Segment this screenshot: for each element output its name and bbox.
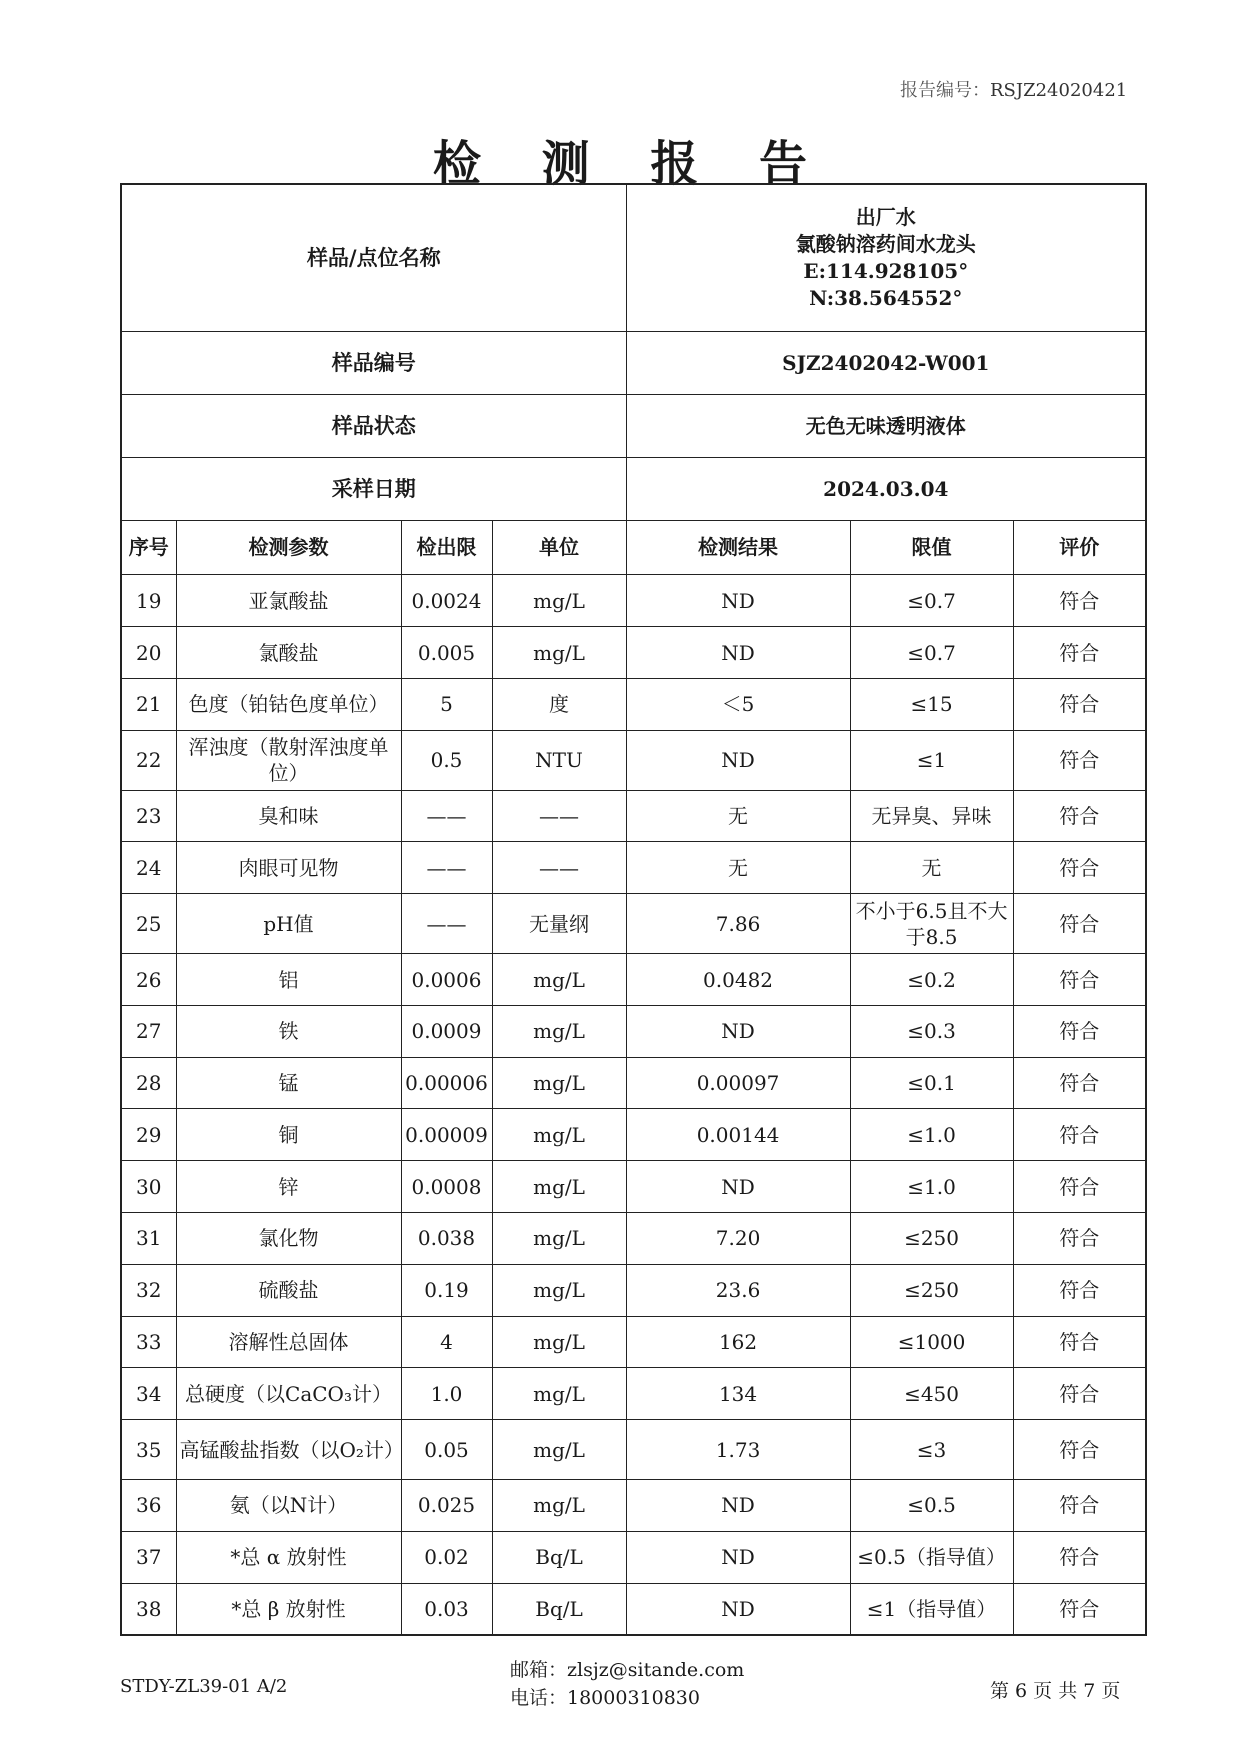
sample-state-row	[121, 394, 1146, 457]
cell-unit: ——	[492, 842, 626, 894]
table-row	[121, 1316, 1146, 1368]
sample-name-line: 出厂水	[855, 204, 916, 229]
cell-limit: 不小于6.5且不大于8.5	[850, 894, 1013, 954]
cell-limit: ≤0.3	[850, 1005, 1013, 1057]
cell-detection-limit: 0.00009	[401, 1109, 492, 1161]
cell-limit: ≤0.5（指导值）	[850, 1531, 1013, 1583]
cell-evaluation: 符合	[1013, 842, 1146, 894]
sampling-date-row	[121, 457, 1146, 520]
cell-param: 氯化物	[176, 1213, 401, 1265]
cell-result: ND	[626, 1161, 850, 1213]
cell-no: 26	[121, 954, 176, 1006]
cell-no: 32	[121, 1264, 176, 1316]
cell-limit: ≤250	[850, 1213, 1013, 1265]
cell-limit: ≤0.7	[850, 575, 1013, 627]
cell-unit: mg/L	[492, 627, 626, 679]
cell-detection-limit: 5	[401, 678, 492, 730]
cell-no: 38	[121, 1583, 176, 1635]
cell-detection-limit: 0.03	[401, 1583, 492, 1635]
cell-unit: mg/L	[492, 1057, 626, 1109]
table-row	[121, 790, 1146, 842]
sampling-date-label: 采样日期	[121, 457, 626, 520]
sample-state-label: 样品状态	[121, 394, 626, 457]
cell-param: 铁	[176, 1005, 401, 1057]
doc-code: STDY-ZL39-01 A/2	[120, 1676, 288, 1697]
cell-no: 19	[121, 575, 176, 627]
cell-evaluation: 符合	[1013, 575, 1146, 627]
cell-unit: mg/L	[492, 1420, 626, 1480]
cell-evaluation: 符合	[1013, 790, 1146, 842]
cell-no: 25	[121, 894, 176, 954]
cell-no: 36	[121, 1480, 176, 1532]
cell-no: 31	[121, 1213, 176, 1265]
cell-unit: mg/L	[492, 1213, 626, 1265]
cell-detection-limit: 1.0	[401, 1368, 492, 1420]
page-number: 第 6 页 共 7 页	[990, 1680, 1121, 1702]
cell-evaluation: 符合	[1013, 1368, 1146, 1420]
cell-limit: ≤1	[850, 730, 1013, 790]
cell-param: 浑浊度（散射浑浊度单位）	[176, 730, 401, 790]
cell-detection-limit: ——	[401, 790, 492, 842]
cell-param: *总 α 放射性	[176, 1531, 401, 1583]
cell-unit: mg/L	[492, 575, 626, 627]
table-row	[121, 1420, 1146, 1480]
sample-state-value: 无色无味透明液体	[626, 394, 1146, 457]
cell-result: ＜5	[626, 678, 850, 730]
cell-limit: ≤450	[850, 1368, 1013, 1420]
cell-result: 7.20	[626, 1213, 850, 1265]
cell-detection-limit: 0.0006	[401, 954, 492, 1006]
cell-detection-limit: 0.05	[401, 1420, 492, 1480]
table-row	[121, 894, 1146, 954]
table-row	[121, 1109, 1146, 1161]
col-header-param: 检测参数	[176, 520, 401, 575]
cell-param: 氯酸盐	[176, 627, 401, 679]
cell-no: 23	[121, 790, 176, 842]
cell-no: 24	[121, 842, 176, 894]
cell-param: 硫酸盐	[176, 1264, 401, 1316]
cell-unit: Bq/L	[492, 1531, 626, 1583]
table-row	[121, 678, 1146, 730]
cell-no: 22	[121, 730, 176, 790]
cell-param: 溶解性总固体	[176, 1316, 401, 1368]
table-row	[121, 575, 1146, 627]
table-row	[121, 1161, 1146, 1213]
cell-evaluation: 符合	[1013, 1531, 1146, 1583]
cell-detection-limit: 0.0008	[401, 1161, 492, 1213]
table-row	[121, 1480, 1146, 1532]
cell-result: 0.00144	[626, 1109, 850, 1161]
cell-result: 1.73	[626, 1420, 850, 1480]
cell-param: *总 β 放射性	[176, 1583, 401, 1635]
cell-param: 铜	[176, 1109, 401, 1161]
cell-limit: ≤0.7	[850, 627, 1013, 679]
sample-id-label: 样品编号	[121, 331, 626, 394]
table-row	[121, 1264, 1146, 1316]
cell-evaluation: 符合	[1013, 1420, 1146, 1480]
cell-unit: mg/L	[492, 1316, 626, 1368]
sample-id-row	[121, 331, 1146, 394]
table-row	[121, 1005, 1146, 1057]
cell-evaluation: 符合	[1013, 1480, 1146, 1532]
table-row	[121, 730, 1146, 790]
cell-limit: ≤1.0	[850, 1161, 1013, 1213]
cell-result: 无	[626, 842, 850, 894]
sampling-date-value: 2024.03.04	[626, 457, 1146, 520]
cell-param: 锰	[176, 1057, 401, 1109]
cell-param: 臭和味	[176, 790, 401, 842]
cell-evaluation: 符合	[1013, 627, 1146, 679]
cell-no: 33	[121, 1316, 176, 1368]
cell-detection-limit: 0.025	[401, 1480, 492, 1532]
table-row	[121, 1368, 1146, 1420]
cell-unit: mg/L	[492, 1264, 626, 1316]
cell-unit: Bq/L	[492, 1583, 626, 1635]
cell-detection-limit: 0.005	[401, 627, 492, 679]
col-header-unit: 单位	[492, 520, 626, 575]
cell-evaluation: 符合	[1013, 730, 1146, 790]
cell-result: 0.0482	[626, 954, 850, 1006]
table-row	[121, 1531, 1146, 1583]
cell-param: 氨（以N计）	[176, 1480, 401, 1532]
cell-param: 铝	[176, 954, 401, 1006]
cell-no: 27	[121, 1005, 176, 1057]
cell-unit: mg/L	[492, 954, 626, 1006]
cell-no: 37	[121, 1531, 176, 1583]
cell-result: 162	[626, 1316, 850, 1368]
cell-unit: mg/L	[492, 1005, 626, 1057]
cell-result: 无	[626, 790, 850, 842]
cell-unit: 度	[492, 678, 626, 730]
cell-unit: mg/L	[492, 1161, 626, 1213]
cell-no: 29	[121, 1109, 176, 1161]
cell-result: ND	[626, 1583, 850, 1635]
cell-detection-limit: 0.19	[401, 1264, 492, 1316]
cell-param: 总硬度（以CaCO₃计）	[176, 1368, 401, 1420]
report-number	[900, 76, 1127, 102]
report-number-value: RSJZ24020421	[990, 80, 1128, 101]
cell-param: 肉眼可见物	[176, 842, 401, 894]
table-row	[121, 842, 1146, 894]
cell-detection-limit: ——	[401, 894, 492, 954]
cell-result: ND	[626, 1480, 850, 1532]
sample-name-label: 样品/点位名称	[121, 184, 626, 331]
sample-id-value: SJZ2402042-W001	[626, 331, 1146, 394]
cell-result: ND	[626, 730, 850, 790]
cell-no: 34	[121, 1368, 176, 1420]
cell-no: 28	[121, 1057, 176, 1109]
cell-detection-limit: 4	[401, 1316, 492, 1368]
sample-name-line: E:114.928105°	[803, 258, 969, 283]
cell-detection-limit: 0.0024	[401, 575, 492, 627]
cell-result: ND	[626, 1005, 850, 1057]
cell-detection-limit: 0.00006	[401, 1057, 492, 1109]
cell-result: ND	[626, 1531, 850, 1583]
cell-result: 0.00097	[626, 1057, 850, 1109]
cell-limit: 无异臭、异味	[850, 790, 1013, 842]
page-title: 检 测 报 告	[432, 136, 830, 192]
cell-result: ND	[626, 627, 850, 679]
cell-detection-limit: 0.038	[401, 1213, 492, 1265]
table-row	[121, 954, 1146, 1006]
cell-param: 锌	[176, 1161, 401, 1213]
cell-detection-limit: 0.0009	[401, 1005, 492, 1057]
cell-unit: mg/L	[492, 1109, 626, 1161]
cell-result: 7.86	[626, 894, 850, 954]
cell-evaluation: 符合	[1013, 1005, 1146, 1057]
cell-limit: ≤0.5	[850, 1480, 1013, 1532]
sample-name-line: N:38.564552°	[809, 285, 963, 310]
cell-unit: 无量纲	[492, 894, 626, 954]
contact-phone: 电话：18000310830	[510, 1687, 700, 1709]
cell-limit: ≤3	[850, 1420, 1013, 1480]
cell-limit: ≤1.0	[850, 1109, 1013, 1161]
cell-detection-limit: 0.02	[401, 1531, 492, 1583]
cell-detection-limit: 0.5	[401, 730, 492, 790]
table-row	[121, 1213, 1146, 1265]
col-header-no: 序号	[121, 520, 176, 575]
cell-no: 30	[121, 1161, 176, 1213]
column-header-row	[121, 520, 1146, 575]
cell-param: 高锰酸盐指数（以O₂计）	[176, 1420, 401, 1480]
table-row	[121, 627, 1146, 679]
report-number-label: 报告编号：	[900, 80, 990, 101]
contact-info	[510, 1656, 744, 1712]
cell-limit: ≤250	[850, 1264, 1013, 1316]
cell-detection-limit: ——	[401, 842, 492, 894]
col-header-evaluation: 评价	[1013, 520, 1146, 575]
cell-unit: mg/L	[492, 1480, 626, 1532]
report-table	[120, 183, 1147, 1636]
cell-evaluation: 符合	[1013, 1316, 1146, 1368]
cell-evaluation: 符合	[1013, 1264, 1146, 1316]
cell-result: ND	[626, 575, 850, 627]
col-header-result: 检测结果	[626, 520, 850, 575]
cell-limit: ≤1000	[850, 1316, 1013, 1368]
cell-limit: ≤15	[850, 678, 1013, 730]
cell-evaluation: 符合	[1013, 1161, 1146, 1213]
cell-no: 35	[121, 1420, 176, 1480]
cell-no: 21	[121, 678, 176, 730]
sample-name-value	[626, 184, 1146, 331]
contact-email: 邮箱：zlsjz@sitande.com	[510, 1659, 745, 1681]
cell-param: 亚氯酸盐	[176, 575, 401, 627]
cell-evaluation: 符合	[1013, 1213, 1146, 1265]
cell-evaluation: 符合	[1013, 1583, 1146, 1635]
cell-evaluation: 符合	[1013, 894, 1146, 954]
sample-name-line: 氯酸钠溶药间水龙头	[795, 231, 976, 256]
table-row	[121, 1057, 1146, 1109]
cell-param: pH值	[176, 894, 401, 954]
cell-param: 色度（铂钴色度单位）	[176, 678, 401, 730]
cell-result: 134	[626, 1368, 850, 1420]
cell-unit: mg/L	[492, 1368, 626, 1420]
col-header-detection-limit: 检出限	[401, 520, 492, 575]
table-row	[121, 1583, 1146, 1635]
cell-unit: ——	[492, 790, 626, 842]
cell-evaluation: 符合	[1013, 1109, 1146, 1161]
report-table-body	[121, 184, 1146, 1635]
cell-limit: ≤0.2	[850, 954, 1013, 1006]
cell-unit: NTU	[492, 730, 626, 790]
cell-limit: ≤0.1	[850, 1057, 1013, 1109]
cell-evaluation: 符合	[1013, 678, 1146, 730]
sample-name-row	[121, 184, 1146, 331]
col-header-limit: 限值	[850, 520, 1013, 575]
cell-evaluation: 符合	[1013, 1057, 1146, 1109]
cell-limit: ≤1（指导值）	[850, 1583, 1013, 1635]
cell-limit: 无	[850, 842, 1013, 894]
cell-result: 23.6	[626, 1264, 850, 1316]
cell-no: 20	[121, 627, 176, 679]
cell-evaluation: 符合	[1013, 954, 1146, 1006]
